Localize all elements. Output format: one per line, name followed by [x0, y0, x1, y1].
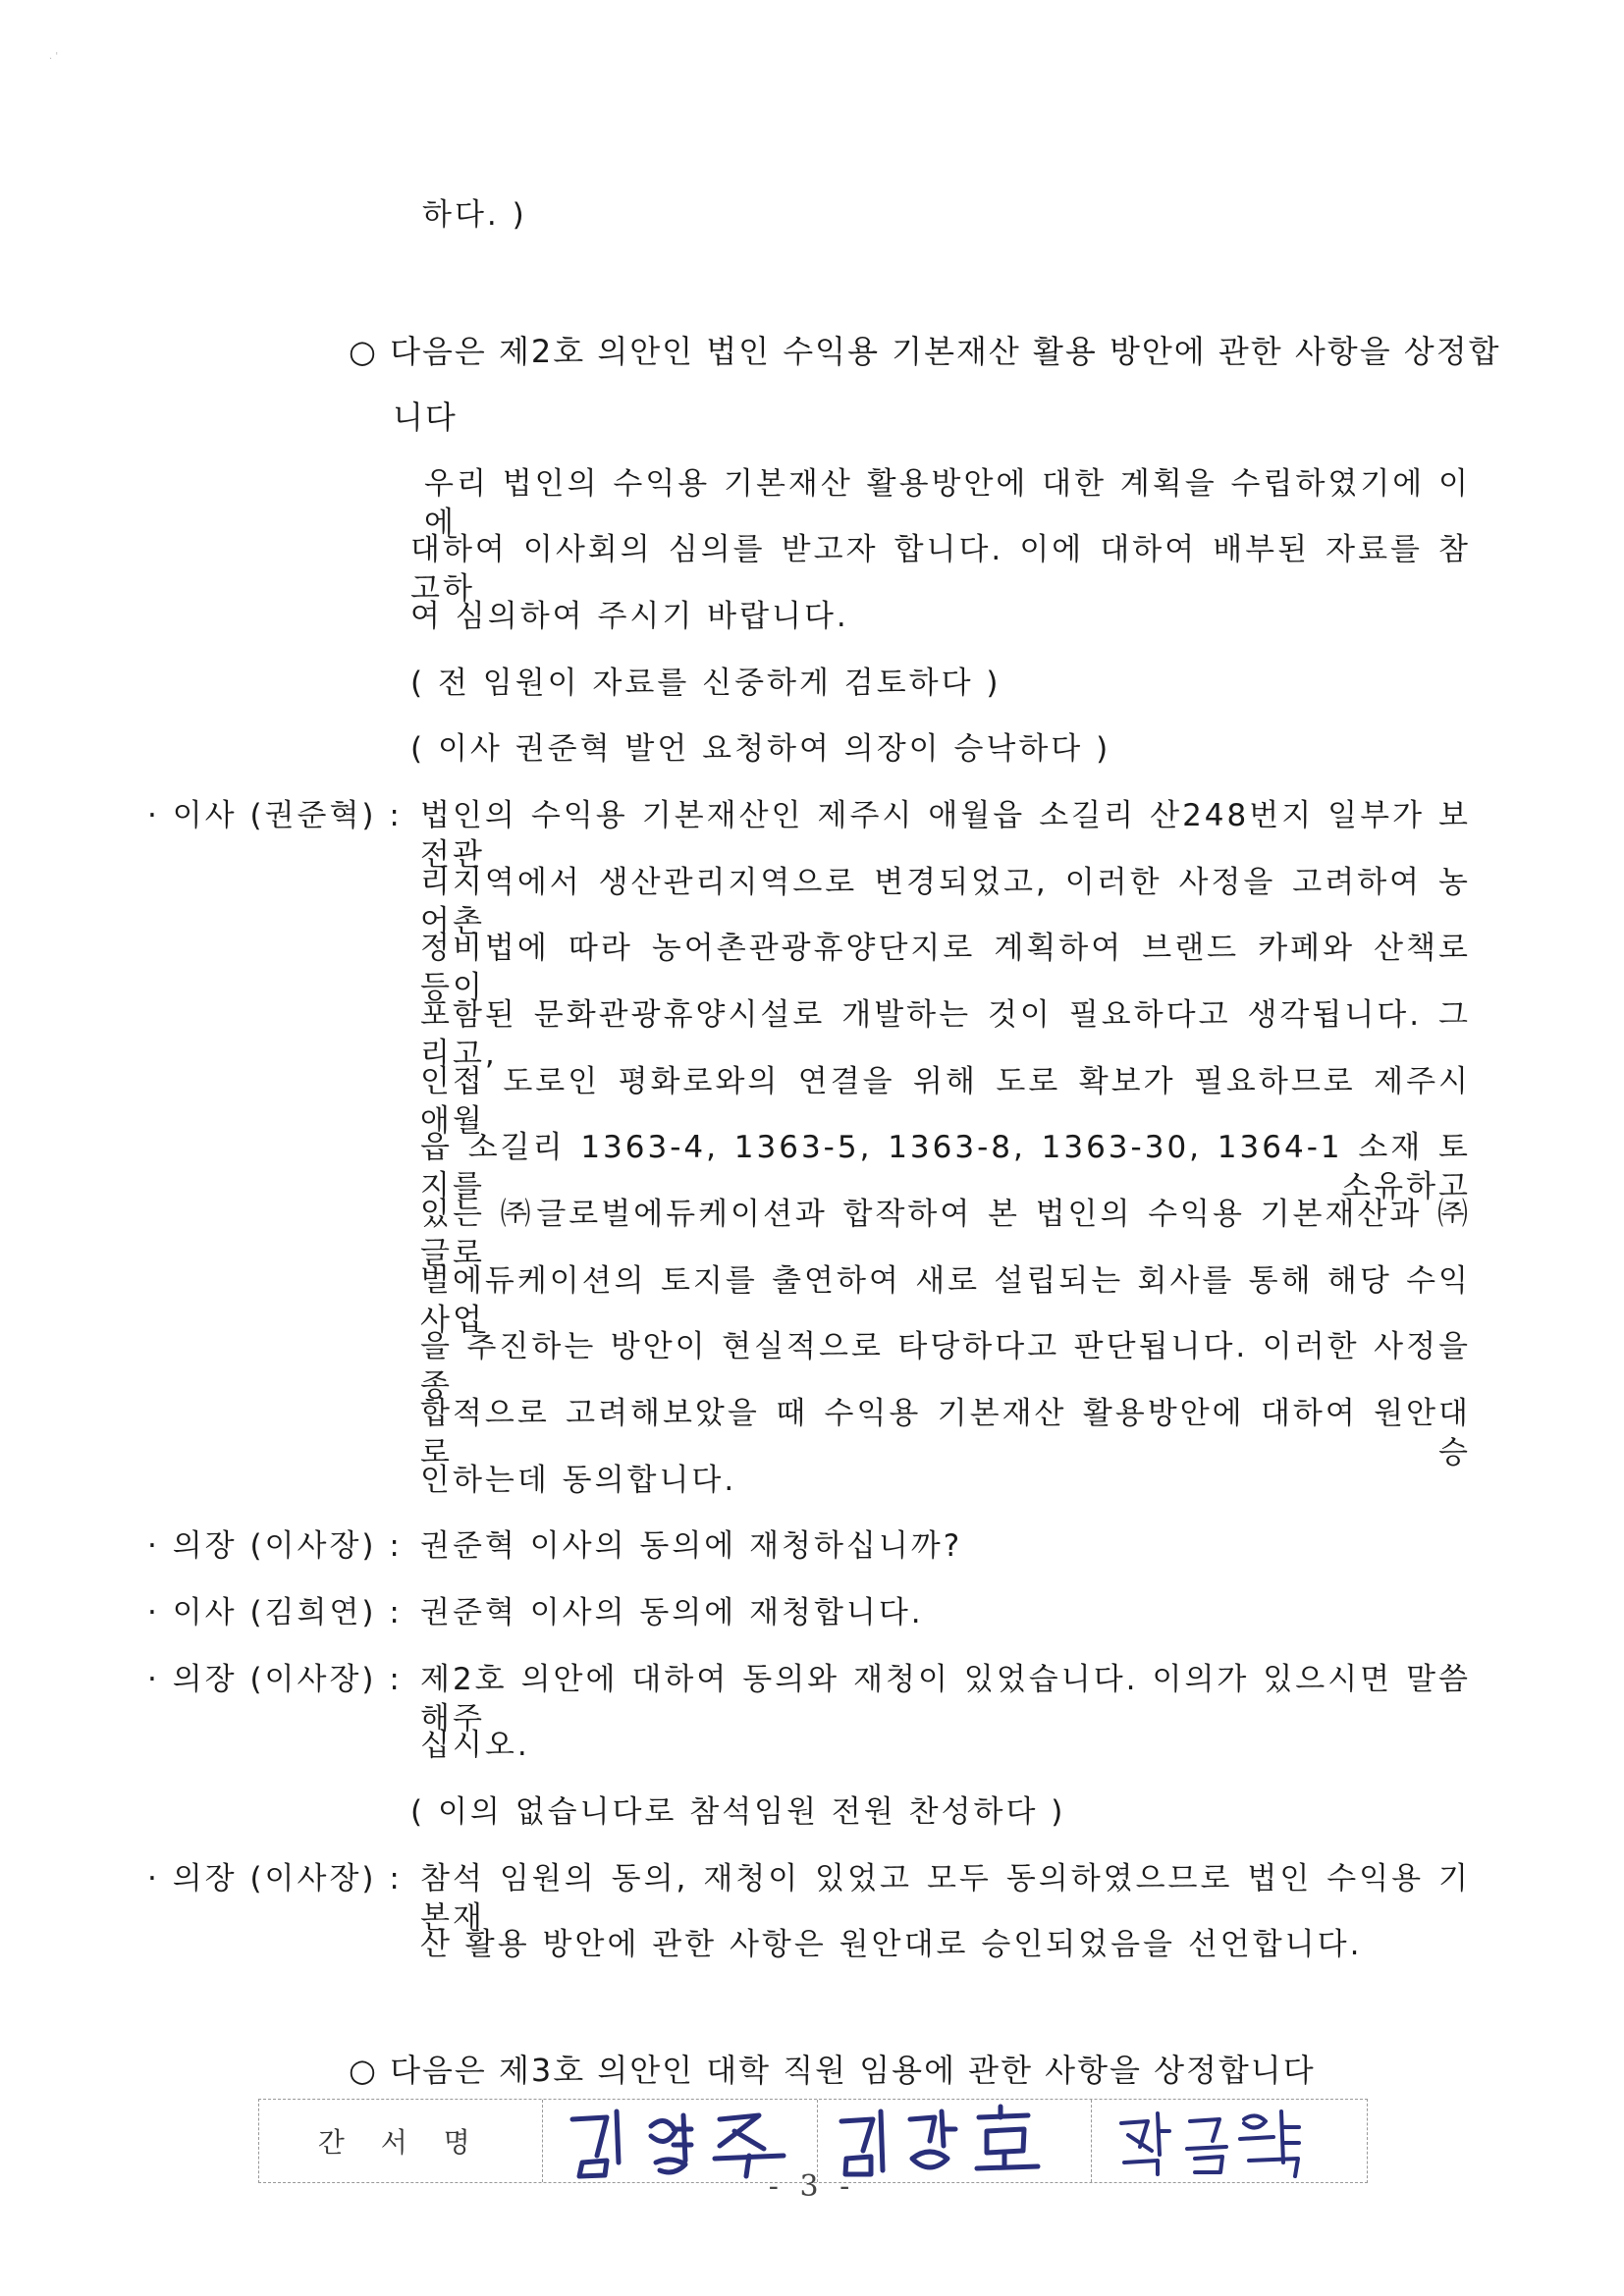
handwritten-signature-2	[832, 2102, 1077, 2180]
statement-line: 리지역에서 생산관리지역으로 변경되었고, 이러한 사정을 고려하여 농어촌	[420, 865, 1471, 939]
statement-line: 십시오.	[420, 1728, 530, 1763]
agenda3-heading: ○ 다음은 제3호 의안인 대학 직원 임용에 관한 사항을 상정합니다	[349, 2052, 1316, 2089]
statement-line: 합적으로 고려해보았을 때 수익용 기본재산 활용방안에 대하여 원안대로 승	[420, 1396, 1471, 1470]
agenda2-heading-line1: ○ 다음은 제2호 의안인 법인 수익용 기본재산 활용 방안에 관한 사항을 상정합	[349, 333, 1501, 370]
statement-line: 법인의 수익용 기본재산인 제주시 애월읍 소길리 산248번지 일부가 보전관	[420, 798, 1471, 873]
statement-line: 포함된 문화관광휴양시설로 개발하는 것이 필요하다고 생각됩니다. 그리고,	[420, 997, 1471, 1072]
speaker-label: · 이사 (김희연) :	[147, 1595, 403, 1630]
statement-line: 인접 도로인 평화로와의 연결을 위해 도로 확보가 필요하므로 제주시 애월	[420, 1064, 1471, 1139]
paragraph-line: 대하여 이사회의 심의를 받고자 합니다. 이에 대하여 배부된 자료를 참고하	[410, 532, 1471, 607]
statement-line: 권준혁 이사의 동의에 재청하십니까?	[420, 1528, 963, 1564]
handwritten-signature-3	[1107, 2102, 1352, 2180]
statement-line: 제2호 의안에 대하여 동의와 재청이 있었습니다. 이의가 있으시면 말씀해주	[420, 1662, 1471, 1736]
agenda2-heading-line2: 니다	[393, 399, 458, 436]
scan-specks: . '	[49, 51, 59, 62]
proceeding-note: ( 이사 권준혁 발언 요청하여 의장이 승낙하다 )	[410, 731, 1111, 767]
statement-line: 있는 ㈜글로벌에듀케이션과 합작하여 본 법인의 수익용 기본재산과 ㈜글로	[420, 1197, 1471, 1271]
paragraph-line: 여 심의하여 주시기 바랍니다.	[410, 599, 849, 634]
statement-line: 벌에듀케이션의 토지를 출연하여 새로 설립되는 회사를 통해 해당 수익사업	[420, 1263, 1471, 1338]
statement-line: 읍 소길리 1363-4, 1363-5, 1363-8, 1363-30, 1364-1 소재 토지를 소유하고	[420, 1130, 1471, 1204]
speaker-label: · 의장 (이사장) :	[147, 1861, 403, 1896]
proceeding-note: ( 전 임원이 자료를 신중하게 검토하다 )	[410, 666, 1001, 701]
signature-label: 간 서 명	[259, 2100, 543, 2182]
paragraph-line: 우리 법인의 수익용 기본재산 활용방안에 대한 계획을 수립하였기에 이에	[424, 466, 1471, 541]
statement-line: 인하는데 동의합니다.	[420, 1463, 737, 1498]
handwritten-signature-1	[558, 2102, 803, 2180]
speaker-label: · 의장 (이사장) :	[147, 1662, 403, 1697]
continuation-line: 하다. )	[422, 197, 527, 233]
statement-line: 참석 임원의 동의, 재청이 있었고 모두 동의하였으므로 법인 수익용 기본재	[420, 1861, 1471, 1936]
page-number: - 3 -	[768, 2169, 856, 2204]
statement-line: 권준혁 이사의 동의에 재청합니다.	[420, 1595, 924, 1630]
speaker-label: · 이사 (권준혁) :	[147, 798, 403, 833]
statement-line: 을 추진하는 방안이 현실적으로 타당하다고 판단됩니다. 이러한 사정을 종	[420, 1329, 1471, 1404]
proceeding-note: ( 이의 없습니다로 참석임원 전원 찬성하다 )	[410, 1794, 1066, 1830]
statement-line: 정비법에 따라 농어촌관광휴양단지로 계획하여 브랜드 카페와 산책로 등이	[420, 931, 1471, 1005]
statement-line: 산 활용 방안에 관한 사항은 원안대로 승인되었음을 선언합니다.	[420, 1927, 1363, 1962]
speaker-label: · 의장 (이사장) :	[147, 1528, 403, 1564]
